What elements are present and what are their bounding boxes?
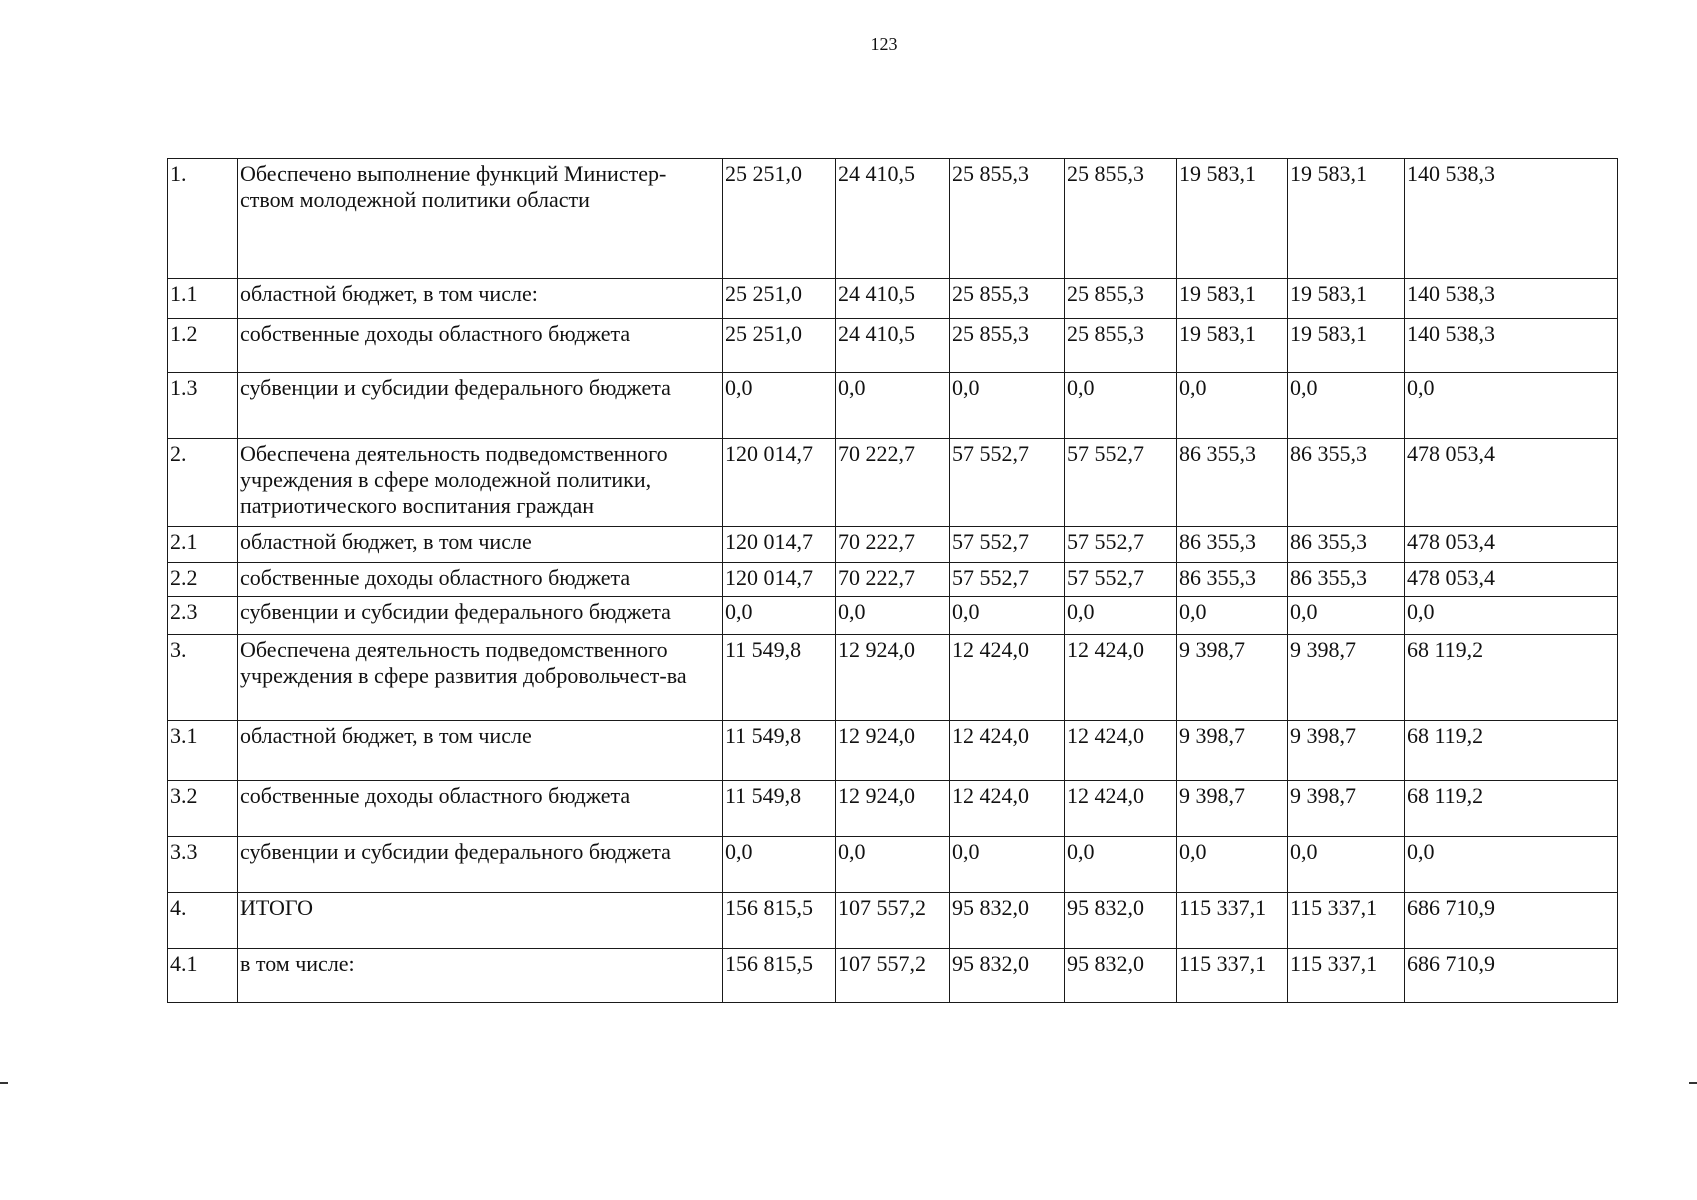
value-cell: 9 398,7 bbox=[1288, 721, 1405, 781]
value-cell: 19 583,1 bbox=[1177, 159, 1288, 279]
row-number-cell: 2. bbox=[168, 439, 238, 527]
row-description-cell: в том числе: bbox=[238, 949, 723, 1003]
value-cell: 11 549,8 bbox=[723, 781, 836, 837]
value-cell: 115 337,1 bbox=[1177, 893, 1288, 949]
row-description-cell: собственные доходы областного бюджета bbox=[238, 319, 723, 373]
row-number-cell: 3.2 bbox=[168, 781, 238, 837]
page-number: 123 bbox=[870, 34, 898, 54]
value-cell: 95 832,0 bbox=[950, 893, 1065, 949]
value-cell: 0,0 bbox=[1405, 597, 1618, 635]
row-number-cell: 4.1 bbox=[168, 949, 238, 1003]
row-description-cell: субвенции и субсидии федерального бюджета bbox=[238, 597, 723, 635]
value-cell: 0,0 bbox=[723, 837, 836, 893]
value-cell: 57 552,7 bbox=[1065, 439, 1177, 527]
value-cell: 686 710,9 bbox=[1405, 949, 1618, 1003]
value-cell: 9 398,7 bbox=[1177, 781, 1288, 837]
value-cell: 25 855,3 bbox=[950, 279, 1065, 319]
value-cell: 19 583,1 bbox=[1288, 319, 1405, 373]
value-cell: 0,0 bbox=[950, 597, 1065, 635]
table-row bbox=[168, 439, 1618, 527]
value-cell: 70 222,7 bbox=[836, 563, 950, 597]
value-cell: 140 538,3 bbox=[1405, 159, 1618, 279]
row-description-cell: Обеспечено выполнение функций Министер-ством молодежной политики области bbox=[238, 159, 723, 279]
value-cell: 25 251,0 bbox=[723, 279, 836, 319]
row-number-cell: 3. bbox=[168, 635, 238, 721]
value-cell: 0,0 bbox=[1177, 373, 1288, 439]
row-number-cell: 1.2 bbox=[168, 319, 238, 373]
value-cell: 24 410,5 bbox=[836, 279, 950, 319]
row-number-cell: 2.1 bbox=[168, 527, 238, 563]
table-row bbox=[168, 373, 1618, 439]
value-cell: 25 251,0 bbox=[723, 159, 836, 279]
value-cell: 12 424,0 bbox=[1065, 781, 1177, 837]
value-cell: 12 424,0 bbox=[1065, 721, 1177, 781]
value-cell: 12 424,0 bbox=[950, 721, 1065, 781]
value-cell: 19 583,1 bbox=[1177, 279, 1288, 319]
value-cell: 9 398,7 bbox=[1288, 635, 1405, 721]
value-cell: 68 119,2 bbox=[1405, 721, 1618, 781]
value-cell: 19 583,1 bbox=[1288, 159, 1405, 279]
scan-mark-left bbox=[0, 1082, 8, 1084]
table-row bbox=[168, 635, 1618, 721]
value-cell: 9 398,7 bbox=[1177, 721, 1288, 781]
scan-mark-right bbox=[1689, 1082, 1697, 1084]
row-description-cell: областной бюджет, в том числе: bbox=[238, 279, 723, 319]
value-cell: 12 424,0 bbox=[950, 781, 1065, 837]
value-cell: 57 552,7 bbox=[950, 439, 1065, 527]
value-cell: 12 424,0 bbox=[950, 635, 1065, 721]
value-cell: 25 855,3 bbox=[950, 159, 1065, 279]
row-number-cell: 1. bbox=[168, 159, 238, 279]
row-number-cell: 4. bbox=[168, 893, 238, 949]
value-cell: 25 855,3 bbox=[1065, 319, 1177, 373]
row-number-cell: 1.3 bbox=[168, 373, 238, 439]
value-cell: 57 552,7 bbox=[950, 563, 1065, 597]
value-cell: 86 355,3 bbox=[1177, 439, 1288, 527]
row-description-cell: Обеспечена деятельность подведомственного учреждения в сфере развития добровольчест-ва bbox=[238, 635, 723, 721]
value-cell: 12 424,0 bbox=[1065, 635, 1177, 721]
value-cell: 25 855,3 bbox=[950, 319, 1065, 373]
row-description-cell: субвенции и субсидии федерального бюджета bbox=[238, 373, 723, 439]
value-cell: 24 410,5 bbox=[836, 159, 950, 279]
value-cell: 115 337,1 bbox=[1288, 949, 1405, 1003]
value-cell: 0,0 bbox=[1177, 837, 1288, 893]
value-cell: 24 410,5 bbox=[836, 319, 950, 373]
row-description-cell: собственные доходы областного бюджета bbox=[238, 563, 723, 597]
value-cell: 95 832,0 bbox=[1065, 949, 1177, 1003]
value-cell: 0,0 bbox=[1288, 837, 1405, 893]
value-cell: 9 398,7 bbox=[1177, 635, 1288, 721]
value-cell: 86 355,3 bbox=[1288, 563, 1405, 597]
table-row bbox=[168, 597, 1618, 635]
row-description-cell: ИТОГО bbox=[238, 893, 723, 949]
value-cell: 19 583,1 bbox=[1177, 319, 1288, 373]
value-cell: 25 855,3 bbox=[1065, 159, 1177, 279]
table-row bbox=[168, 781, 1618, 837]
row-number-cell: 1.1 bbox=[168, 279, 238, 319]
row-description-cell: собственные доходы областного бюджета bbox=[238, 781, 723, 837]
value-cell: 120 014,7 bbox=[723, 527, 836, 563]
value-cell: 107 557,2 bbox=[836, 893, 950, 949]
value-cell: 0,0 bbox=[950, 373, 1065, 439]
value-cell: 115 337,1 bbox=[1288, 893, 1405, 949]
value-cell: 57 552,7 bbox=[1065, 527, 1177, 563]
value-cell: 95 832,0 bbox=[950, 949, 1065, 1003]
value-cell: 11 549,8 bbox=[723, 721, 836, 781]
value-cell: 120 014,7 bbox=[723, 439, 836, 527]
row-number-cell: 2.2 bbox=[168, 563, 238, 597]
value-cell: 478 053,4 bbox=[1405, 527, 1618, 563]
value-cell: 0,0 bbox=[1177, 597, 1288, 635]
table-row bbox=[168, 563, 1618, 597]
value-cell: 0,0 bbox=[1405, 837, 1618, 893]
value-cell: 57 552,7 bbox=[1065, 563, 1177, 597]
value-cell: 9 398,7 bbox=[1288, 781, 1405, 837]
value-cell: 0,0 bbox=[1405, 373, 1618, 439]
table-row bbox=[168, 893, 1618, 949]
value-cell: 0,0 bbox=[1065, 373, 1177, 439]
row-description-cell: субвенции и субсидии федерального бюджета bbox=[238, 837, 723, 893]
value-cell: 86 355,3 bbox=[1177, 527, 1288, 563]
value-cell: 120 014,7 bbox=[723, 563, 836, 597]
row-number-cell: 2.3 bbox=[168, 597, 238, 635]
value-cell: 478 053,4 bbox=[1405, 563, 1618, 597]
value-cell: 0,0 bbox=[836, 597, 950, 635]
value-cell: 11 549,8 bbox=[723, 635, 836, 721]
value-cell: 19 583,1 bbox=[1288, 279, 1405, 319]
value-cell: 68 119,2 bbox=[1405, 635, 1618, 721]
row-description-cell: Обеспечена деятельность подведомственного учреждения в сфере молодежной политики, патриотического воспитания граждан bbox=[238, 439, 723, 527]
row-description-cell: областной бюджет, в том числе bbox=[238, 527, 723, 563]
value-cell: 57 552,7 bbox=[950, 527, 1065, 563]
value-cell: 68 119,2 bbox=[1405, 781, 1618, 837]
table-row bbox=[168, 721, 1618, 781]
value-cell: 156 815,5 bbox=[723, 893, 836, 949]
row-number-cell: 3.3 bbox=[168, 837, 238, 893]
value-cell: 95 832,0 bbox=[1065, 893, 1177, 949]
value-cell: 70 222,7 bbox=[836, 527, 950, 563]
value-cell: 0,0 bbox=[1288, 597, 1405, 635]
table-row bbox=[168, 527, 1618, 563]
value-cell: 25 251,0 bbox=[723, 319, 836, 373]
value-cell: 0,0 bbox=[950, 837, 1065, 893]
table-row bbox=[168, 319, 1618, 373]
value-cell: 86 355,3 bbox=[1288, 527, 1405, 563]
value-cell: 25 855,3 bbox=[1065, 279, 1177, 319]
value-cell: 12 924,0 bbox=[836, 635, 950, 721]
value-cell: 12 924,0 bbox=[836, 721, 950, 781]
value-cell: 0,0 bbox=[1065, 597, 1177, 635]
table-row bbox=[168, 837, 1618, 893]
value-cell: 140 538,3 bbox=[1405, 319, 1618, 373]
value-cell: 115 337,1 bbox=[1177, 949, 1288, 1003]
value-cell: 12 924,0 bbox=[836, 781, 950, 837]
value-cell: 156 815,5 bbox=[723, 949, 836, 1003]
value-cell: 0,0 bbox=[836, 373, 950, 439]
table-row bbox=[168, 159, 1618, 279]
value-cell: 478 053,4 bbox=[1405, 439, 1618, 527]
value-cell: 70 222,7 bbox=[836, 439, 950, 527]
value-cell: 140 538,3 bbox=[1405, 279, 1618, 319]
table-body bbox=[168, 159, 1618, 1003]
value-cell: 0,0 bbox=[723, 373, 836, 439]
table-row bbox=[168, 949, 1618, 1003]
table-row bbox=[168, 279, 1618, 319]
budget-table bbox=[167, 158, 1618, 1003]
value-cell: 86 355,3 bbox=[1177, 563, 1288, 597]
row-description-cell: областной бюджет, в том числе bbox=[238, 721, 723, 781]
value-cell: 0,0 bbox=[1288, 373, 1405, 439]
value-cell: 0,0 bbox=[723, 597, 836, 635]
value-cell: 0,0 bbox=[836, 837, 950, 893]
value-cell: 686 710,9 bbox=[1405, 893, 1618, 949]
value-cell: 86 355,3 bbox=[1288, 439, 1405, 527]
row-number-cell: 3.1 bbox=[168, 721, 238, 781]
value-cell: 107 557,2 bbox=[836, 949, 950, 1003]
value-cell: 0,0 bbox=[1065, 837, 1177, 893]
